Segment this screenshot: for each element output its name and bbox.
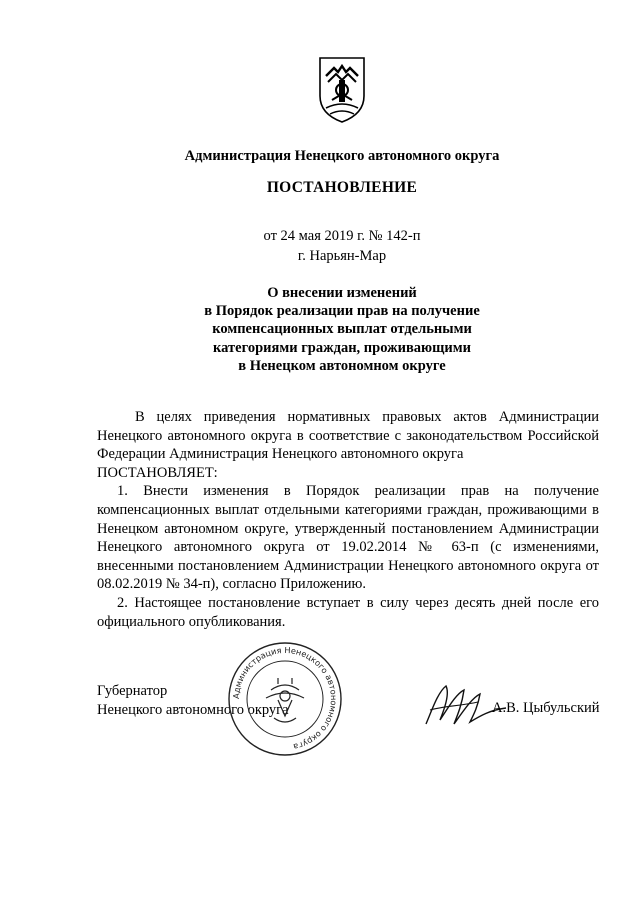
organization-name: Администрация Ненецкого автономного округа [184, 148, 500, 164]
item-2-paragraph: 2. Настоящее постановление вступает в силу через десять дней после его официального опубликования. [97, 594, 599, 630]
title-line: категориями граждан, проживающими [213, 339, 471, 356]
title-line: компенсационных выплат отдельными [212, 321, 472, 338]
document-date-number: от 24 мая 2019 г. № 142-п [263, 228, 421, 244]
title-line: в Порядок реализации прав на получение [204, 303, 480, 320]
decree-word: ПОСТАНОВЛЯЕТ: [97, 464, 218, 481]
document-title [0, 284, 640, 375]
position-line: Губернатор [97, 683, 168, 699]
document-body [97, 408, 599, 631]
title-line: в Ненецком автономном округе [238, 357, 446, 374]
title-line: О внесении изменений [267, 285, 417, 301]
seal-text: Администрация Ненецкого автономного округа [230, 644, 340, 753]
item-1-paragraph: 1. Внести изменения в Порядок реализации прав на получение компенсационных выплат отдельными категориями граждан, проживающими в Ненецком автономном округе, утвержденный постановлением Администрации Ненецкого автономного округа от 19.02.2014 № 63-п (с изменениями, внесенными постановлением Администрации Ненецкого автономного округа от 08.02.2019 № 34-п), согласно Приложению. [97, 483, 599, 593]
document-city: г. Нарьян-Мар [297, 248, 387, 264]
coat-of-arms-icon [318, 56, 366, 124]
official-seal-icon [226, 640, 344, 758]
document-type: ПОСТАНОВЛЕНИЕ [266, 179, 418, 196]
signer-name: А.В. Цыбульский [492, 700, 600, 716]
position-line: Ненецкого автономного округа [97, 702, 289, 718]
preamble-paragraph: В целях приведения нормативных правовых актов Администрации Ненецкого автономного округа в соответствие с законодательством Российской Федерации Администрация Ненецкого автономного округа [97, 409, 599, 463]
